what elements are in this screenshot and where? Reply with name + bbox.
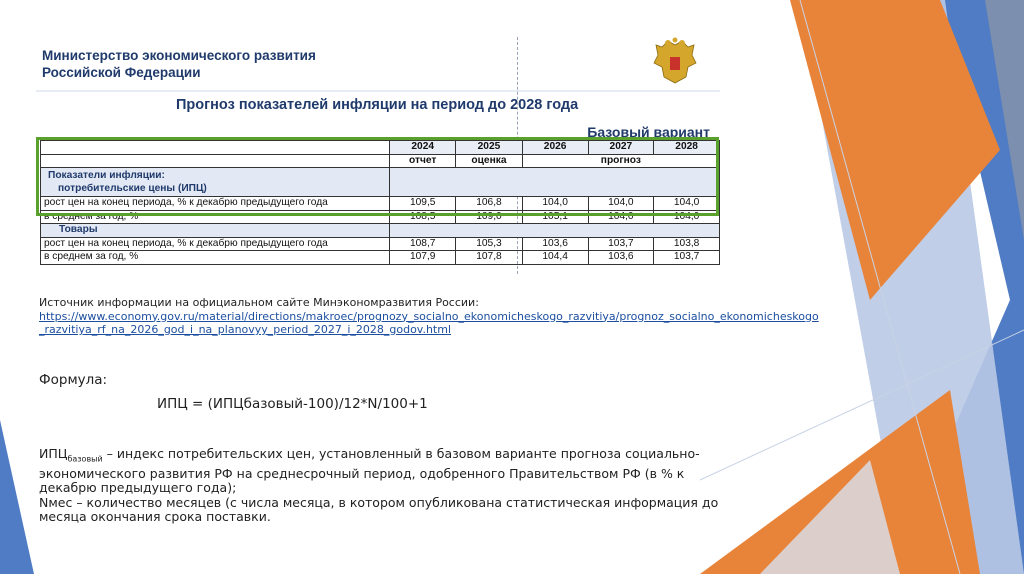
table-row [41,237,720,251]
source-label: Источник информации на официальном сайте Минэкономразвития России: [39,296,479,309]
value-cell: 103,6 [588,251,654,265]
value-cell: 103,8 [654,237,720,251]
value-cell: 109,5 [390,197,456,211]
highlight-box [36,137,719,216]
definition-ipc [39,447,729,495]
ipc-term: ИПЦ [39,446,68,461]
definition-n: Nмес – количество месяцев (с числа месяца, в котором опубликована статистическая информация до месяца окончания срока поставки. [39,495,719,524]
value-cell: 108,5 [390,210,456,224]
year-cell: 2025 [456,141,523,155]
section-line-2: потребительские цены (ИПЦ) [58,183,207,194]
year-cell: 2024 [390,141,456,155]
section-fill [390,224,720,238]
section-label-goods: Товары [41,224,390,238]
value-cell: 106,8 [456,197,523,211]
value-cell: 109,0 [456,210,523,224]
value-cell: 104,0 [588,197,654,211]
year-cell: 2027 [588,141,654,155]
source-link[interactable] [39,310,819,337]
value-cell: 104,0 [522,197,588,211]
section-row-goods [41,224,720,238]
source-link-line-1: https://www.economy.gov.ru/material/directions/makroec/prognozy_socialno_ekonomicheskogo_razvitiya/prognoz_socialno_ekonomicheskogo [39,309,819,323]
ministry-name [42,47,316,81]
row-label: в среднем за год, % [41,210,390,224]
russian-coat-of-arms-icon [650,37,700,89]
ministry-line-2: Российской Федерации [42,65,201,80]
row-label: в среднем за год, % [41,251,390,265]
variant-label: Базовый вариант [587,124,710,140]
formula-expression: ИПЦ = (ИПЦбазовый-100)/12*N/100+1 [157,396,428,412]
value-cell: 105,1 [522,210,588,224]
value-cell: 107,9 [390,251,456,265]
value-cell: 104,0 [654,197,720,211]
row-label: рост цен на конец периода, % к декабрю предыдущего года [41,197,390,211]
table-title: Прогноз показателей инфляции на период до 2028 года [176,97,579,113]
subheader-cell: оценка [456,154,523,168]
row-label: рост цен на конец периода, % к декабрю предыдущего года [41,237,390,251]
value-cell: 105,3 [456,237,523,251]
value-cell: 104,0 [654,210,720,224]
value-cell: 108,7 [390,237,456,251]
ipc-definition-text: – индекс потребительских цен, установленный в базовом варианте прогноза социально-экономического развития РФ на среднесрочный период, одобренного Правительством РФ (в % к декабрю предыдущего года); [39,446,700,495]
source-link-line-2: _razvitiya_rf_na_2026_god_i_na_planovyy_period_2027_i_2028_godov.html [39,323,452,336]
formula-label: Формула: [39,372,108,388]
value-cell: 103,7 [654,251,720,265]
section-line-1: Показатели инфляции: [48,170,165,181]
value-cell: 104,4 [522,251,588,265]
year-cell: 2026 [522,141,588,155]
source-block [39,296,819,337]
subheader-cell: отчет [390,154,456,168]
year-cell: 2028 [654,141,720,155]
left-blue-triangle [0,420,34,574]
ipc-subscript: базовый [67,454,103,464]
value-cell: 103,6 [522,237,588,251]
value-cell: 107,8 [456,251,523,265]
subheader-cell: прогноз [522,154,719,168]
header-divider [36,90,720,92]
value-cell: 104,0 [588,210,654,224]
value-cell: 103,7 [588,237,654,251]
table-row [41,251,720,265]
ministry-line-1: Министерство экономического развития [42,48,316,63]
